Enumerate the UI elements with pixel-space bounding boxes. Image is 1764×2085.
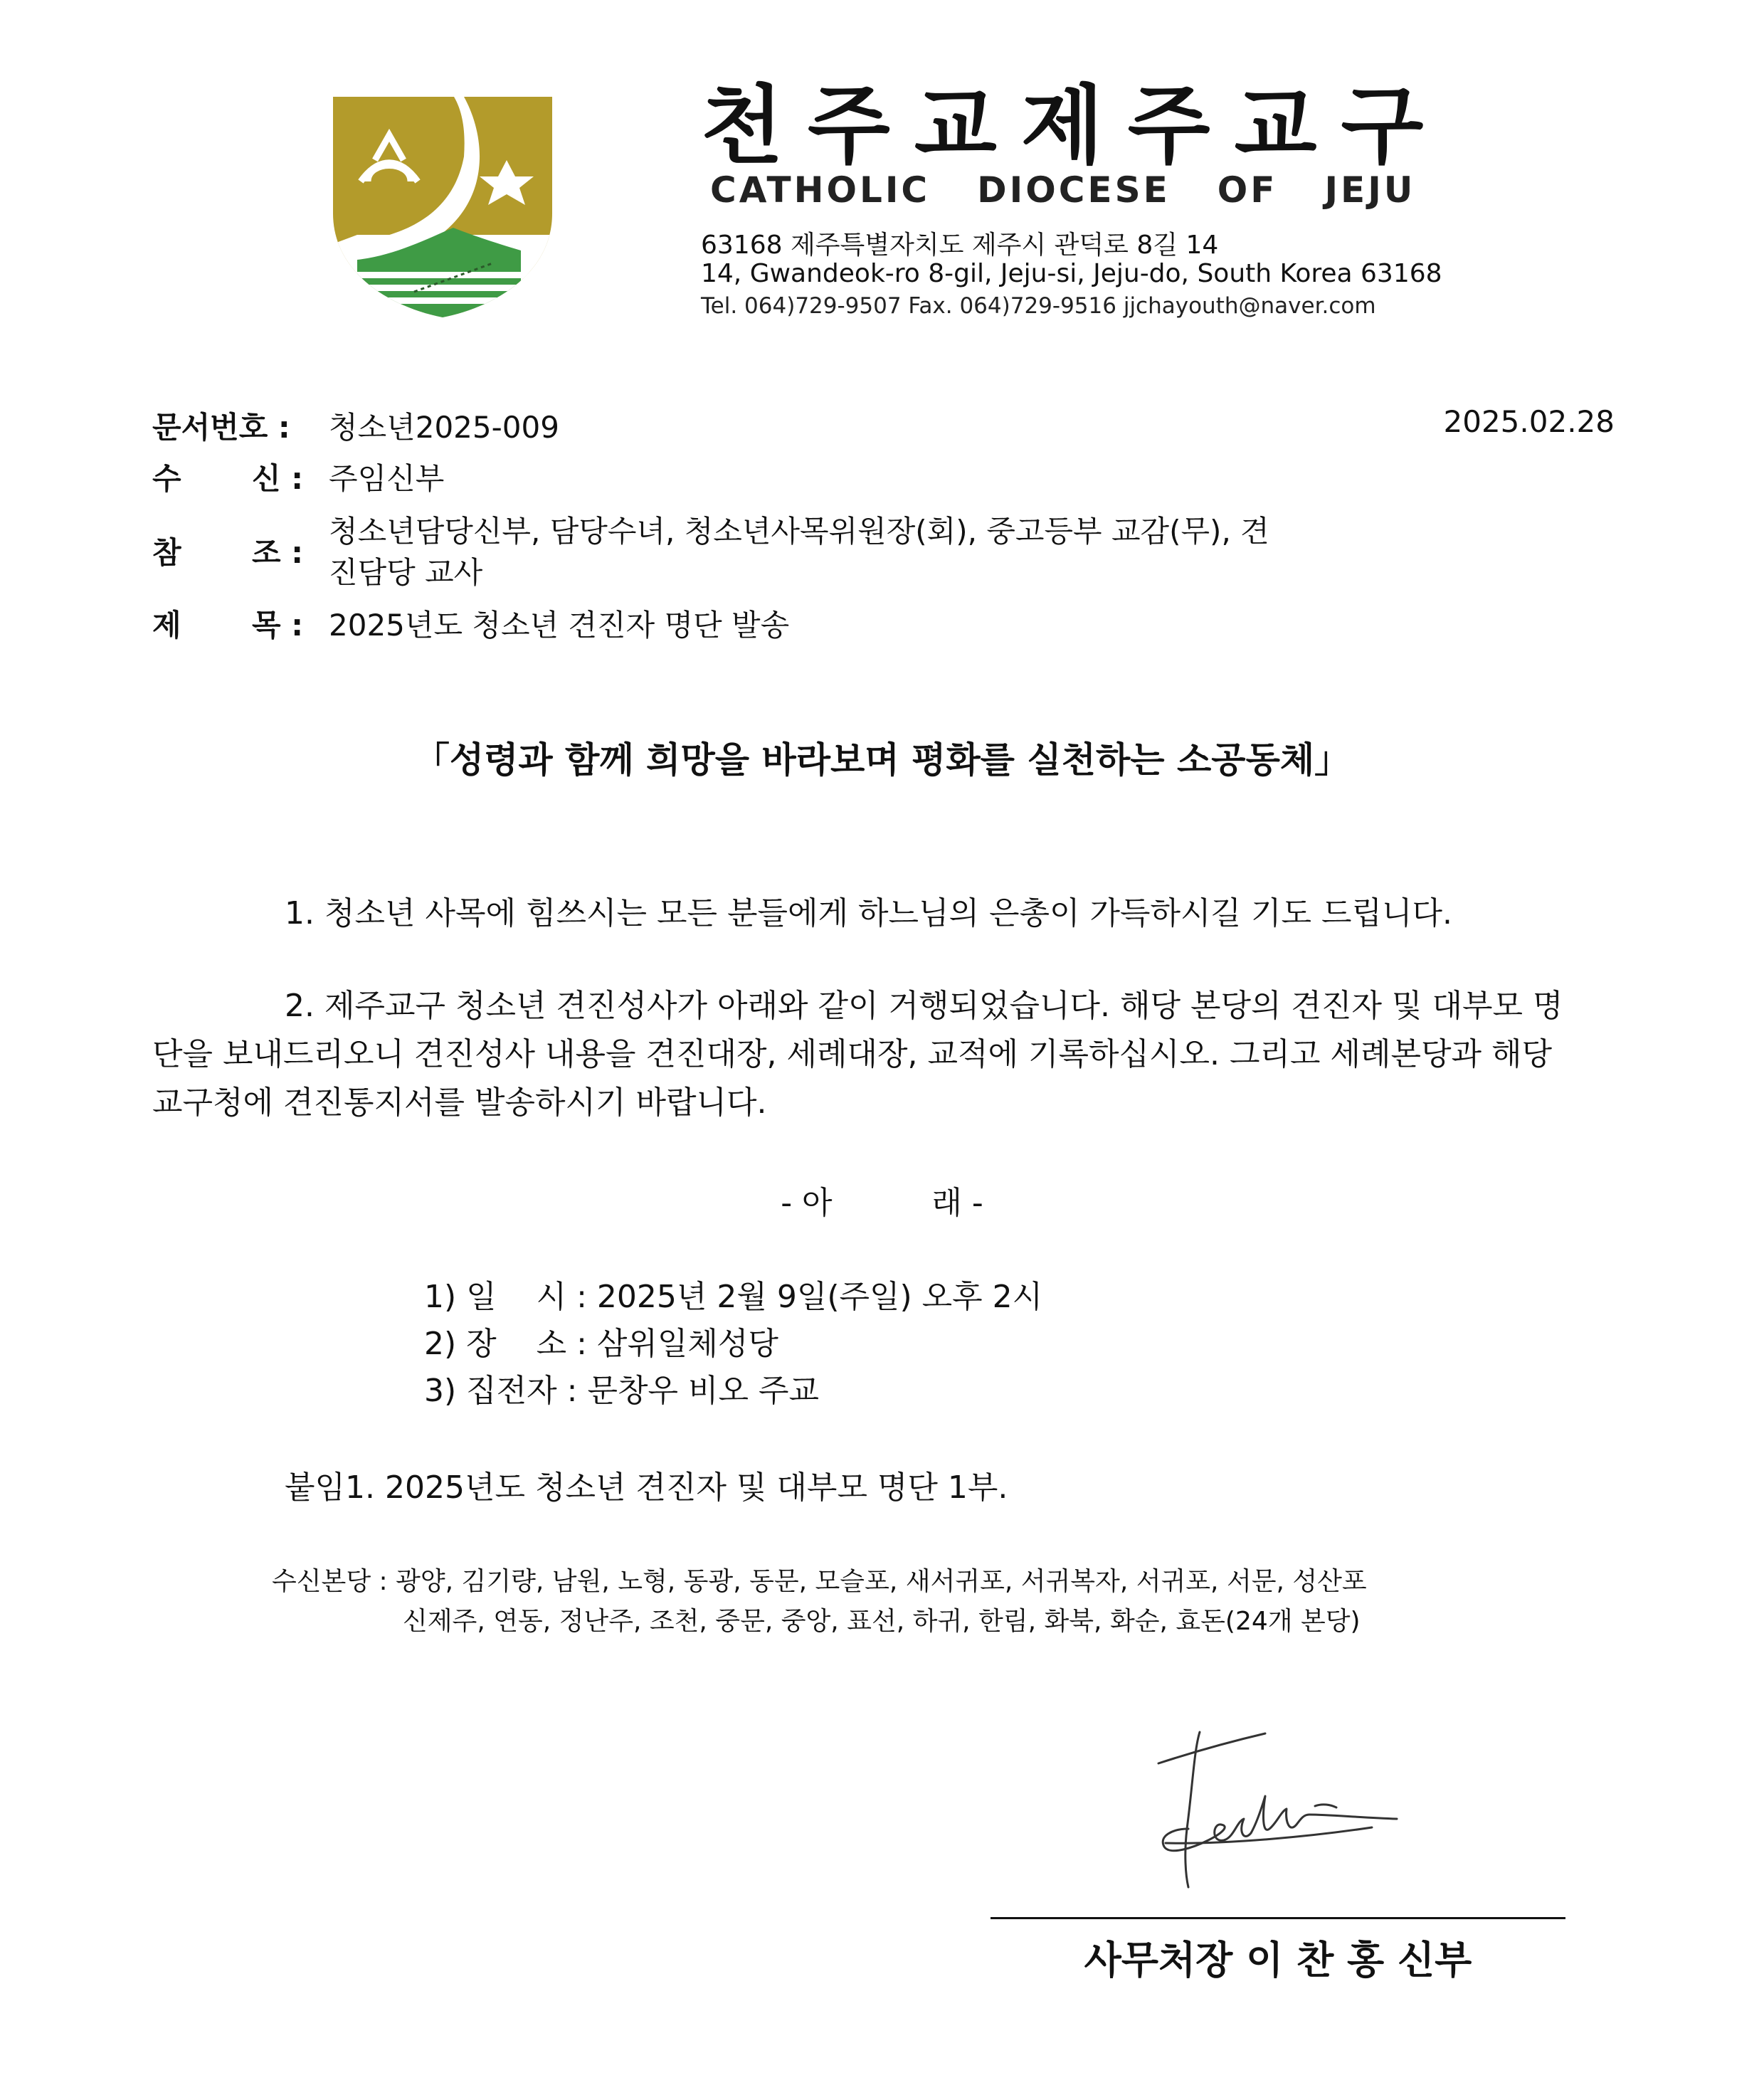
recipient-label: [152, 455, 303, 498]
reference-line: 청소년담당신부, 담당수녀, 청소년사목위원장(회), 중고등부 교감(무), 견: [329, 514, 1269, 549]
org-name-english-word: CATHOLIC: [710, 169, 931, 211]
subject: 2025년도 청소년 견진자 명단 발송: [329, 608, 790, 643]
body-paragraph-1: 1. 청소년 사목에 힘쓰시는 모든 분들에게 하느님의 은총이 가득하시길 기도 드립니다.: [285, 895, 1452, 931]
handwritten-signature: [1144, 1722, 1429, 1900]
address-english: 14, Gwandeok-ro 8-gil, Jeju-si, Jeju-do, South Korea 63168: [701, 259, 1442, 288]
subject-label-part: 목 :: [252, 608, 303, 643]
org-name-english-word: JEJU: [1324, 169, 1416, 211]
doc-number-label: 문서번호 :: [152, 410, 290, 445]
diocese-logo: [329, 93, 556, 320]
address-korean: 63168 제주특별자치도 제주시 관덕로 8길 14: [701, 231, 1219, 260]
attachment-note: 붙임1. 2025년도 청소년 견진자 및 대부모 명단 1부.: [285, 1469, 1008, 1506]
reference-label-part: 참: [152, 535, 181, 570]
recipient: 주임신부: [329, 461, 445, 496]
recipient-label-part: 수: [152, 461, 181, 496]
document-date: 2025.02.28: [1443, 404, 1615, 439]
body-paragraph-2-line: 교구청에 견진통지서를 발송하시기 바랍니다.: [152, 1084, 767, 1121]
org-name-english-word: DIOCESE: [977, 169, 1171, 211]
recipient-parishes-line: 수신본당 : 광양, 김기량, 남원, 노형, 동광, 동문, 모슬포, 새서귀포, 서귀복자, 서귀포, 서문, 성산포: [272, 1567, 1367, 1596]
subject-label-part: 제: [152, 608, 181, 643]
recipient-parishes-line: 신제주, 연동, 정난주, 조천, 중문, 중앙, 표선, 하귀, 한림, 화북, 화순, 효돈(24개 본당): [403, 1607, 1361, 1636]
body-paragraph-2-line: 단을 보내드리오니 견진성사 내용을 견진대장, 세례대장, 교적에 기록하십시오. 그리고 세례본당과 해당: [152, 1036, 1552, 1072]
org-name-english-word: OF: [1217, 169, 1278, 211]
detail-item: 2) 장 소 : 삼위일체성당: [424, 1326, 778, 1362]
reference-label: [152, 529, 303, 572]
signer-name: 사무처장 이 찬 홍 신부: [1084, 1938, 1472, 1983]
subject-label: [152, 602, 303, 645]
body-paragraph-2-line: 2. 제주교구 청소년 견진성사가 아래와 같이 거행되었습니다. 해당 본당의 견진자 및 대부모 명: [285, 988, 1563, 1024]
detail-item: 1) 일 시 : 2025년 2월 9일(주일) 오후 2시: [424, 1279, 1043, 1315]
doc-number: 청소년2025-009: [329, 410, 559, 445]
recipient-label-part: 신 :: [252, 461, 303, 496]
slogan: 「성령과 함께 희망을 바라보며 평화를 실천하는 소공동체」: [413, 739, 1351, 781]
signature-line: [991, 1917, 1565, 1919]
contact-info: Tel. 064)729-9507 Fax. 064)729-9516 jjchayouth@naver.com: [701, 293, 1376, 319]
notice-title: - 아 래 -: [781, 1185, 983, 1221]
org-name-korean: 천주교제주교구: [701, 77, 1448, 176]
org-name-english: [710, 169, 1416, 211]
reference-line: 진담당 교사: [329, 555, 483, 590]
reference-label-part: 조 :: [252, 535, 303, 570]
detail-item: 3) 집전자 : 문창우 비오 주교: [424, 1373, 819, 1409]
